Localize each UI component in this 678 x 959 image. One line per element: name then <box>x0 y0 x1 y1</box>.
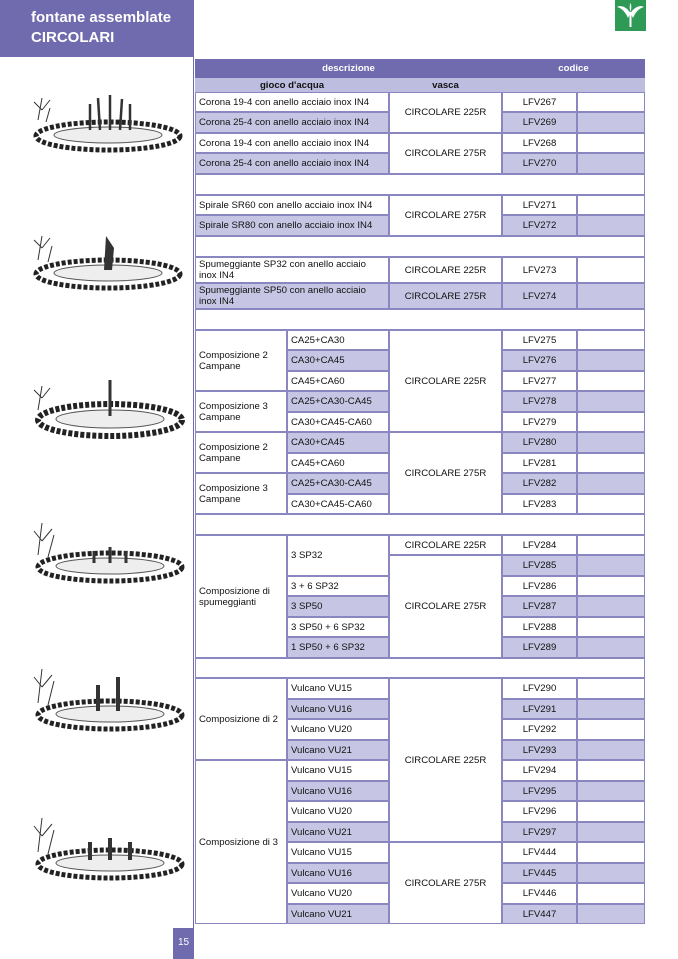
blank-cell <box>577 412 645 432</box>
spacer-row <box>195 309 645 330</box>
table-cell: Vulcano VU15 <box>287 678 389 699</box>
code-cell: LFV447 <box>502 904 577 924</box>
spacer-row <box>195 174 645 195</box>
code-cell: LFV269 <box>502 112 577 133</box>
header-vasca: vasca <box>389 78 502 92</box>
blank-cell <box>577 473 645 494</box>
table-cell: Vulcano VU16 <box>287 781 389 801</box>
code-cell: LFV293 <box>502 740 577 760</box>
table-cell: Vulcano VU20 <box>287 883 389 904</box>
page-number: 15 <box>173 928 194 959</box>
vasca-cell: CIRCOLARE 275R <box>389 842 502 924</box>
blank-cell <box>577 842 645 863</box>
vasca-cell: CIRCOLARE 275R <box>389 432 502 514</box>
table-cell: CA45+CA60 <box>287 453 389 473</box>
header-subtitle: CIRCOLARI <box>31 29 115 46</box>
blank-cell <box>577 904 645 924</box>
blank-cell <box>577 740 645 760</box>
blank-cell <box>577 617 645 637</box>
table-cell: Corona 25-4 con anello acciaio inox IN4 <box>195 153 389 174</box>
table-cell: CA45+CA60 <box>287 371 389 391</box>
blank-cell <box>577 195 645 215</box>
code-cell: LFV275 <box>502 330 577 350</box>
table-cell: CA25+CA30 <box>287 330 389 350</box>
code-cell: LFV270 <box>502 153 577 174</box>
table-cell: CA30+CA45-CA60 <box>287 494 389 514</box>
code-cell: LFV292 <box>502 719 577 740</box>
spacer-row <box>195 658 645 678</box>
code-cell: LFV271 <box>502 195 577 215</box>
code-cell: LFV272 <box>502 215 577 236</box>
table-cell: Vulcano VU20 <box>287 719 389 740</box>
table-cell: Corona 19-4 con anello acciaio inox IN4 <box>195 92 389 112</box>
vasca-cell: CIRCOLARE 225R <box>389 535 502 555</box>
blank-cell <box>577 133 645 153</box>
section-header <box>0 0 193 57</box>
vasca-cell: CIRCOLARE 275R <box>389 555 502 658</box>
blank-cell <box>577 535 645 555</box>
blank-cell <box>577 92 645 112</box>
code-cell: LFV288 <box>502 617 577 637</box>
code-cell: LFV280 <box>502 432 577 453</box>
product-table <box>195 59 645 924</box>
blank-cell <box>577 257 645 283</box>
vasca-cell: CIRCOLARE 275R <box>389 195 502 236</box>
blank-cell <box>577 555 645 576</box>
blank-cell <box>577 283 645 309</box>
blank-cell <box>577 596 645 617</box>
header-descrizione: descrizione <box>195 59 502 78</box>
code-cell: LFV279 <box>502 412 577 432</box>
divider <box>193 0 194 959</box>
table-cell: Vulcano VU16 <box>287 699 389 719</box>
table-cell: Spumeggiante SP32 con anello acciaio inox IN4 <box>195 257 389 283</box>
code-cell: LFV291 <box>502 699 577 719</box>
blank-cell <box>577 781 645 801</box>
code-cell: LFV290 <box>502 678 577 699</box>
code-cell: LFV297 <box>502 822 577 842</box>
blank-cell <box>577 350 645 371</box>
code-cell: LFV294 <box>502 760 577 781</box>
blank-cell <box>577 760 645 781</box>
vasca-cell: CIRCOLARE 225R <box>389 257 502 283</box>
vasca-cell: CIRCOLARE 225R <box>389 92 502 133</box>
code-cell: LFV296 <box>502 801 577 822</box>
vasca-cell: CIRCOLARE 275R <box>389 133 502 174</box>
table-cell: Spirale SR80 con anello acciaio inox IN4 <box>195 215 389 236</box>
code-cell: LFV281 <box>502 453 577 473</box>
blank-cell <box>577 699 645 719</box>
group-label: Composizione 2 Campane <box>195 330 287 391</box>
table-cell: Vulcano VU20 <box>287 801 389 822</box>
table-cell: CA25+CA30-CA45 <box>287 391 389 412</box>
code-cell: LFV285 <box>502 555 577 576</box>
vasca-cell: CIRCOLARE 225R <box>389 330 502 432</box>
code-cell: LFV286 <box>502 576 577 596</box>
group-label: Composizione di 3 <box>195 760 287 924</box>
table-cell: CA30+CA45-CA60 <box>287 412 389 432</box>
header-codice-blank <box>502 78 645 92</box>
table-cell: 3 SP50 + 6 SP32 <box>287 617 389 637</box>
blank-cell <box>577 678 645 699</box>
table-cell: 3 + 6 SP32 <box>287 576 389 596</box>
fountain-illustration-5 <box>28 663 186 733</box>
table-cell: Vulcano VU15 <box>287 760 389 781</box>
table-cell: Vulcano VU21 <box>287 822 389 842</box>
code-cell: LFV273 <box>502 257 577 283</box>
group-label: Composizione di spumeggianti <box>195 535 287 658</box>
group-label: Composizione 2 Campane <box>195 432 287 473</box>
blank-cell <box>577 883 645 904</box>
vasca-cell: CIRCOLARE 225R <box>389 678 502 842</box>
blank-cell <box>577 432 645 453</box>
blank-cell <box>577 719 645 740</box>
code-cell: LFV267 <box>502 92 577 112</box>
fountain-illustration-1 <box>28 90 186 160</box>
code-cell: LFV282 <box>502 473 577 494</box>
blank-cell <box>577 215 645 236</box>
group-label: Composizione 3 Campane <box>195 473 287 514</box>
blank-cell <box>577 637 645 658</box>
group-label: Composizione 3 Campane <box>195 391 287 432</box>
blank-cell <box>577 576 645 596</box>
header-title: fontane assemblate <box>31 9 172 26</box>
code-cell: LFV274 <box>502 283 577 309</box>
blank-cell <box>577 822 645 842</box>
group-label: Composizione di 2 <box>195 678 287 760</box>
vasca-cell: CIRCOLARE 275R <box>389 283 502 309</box>
header-codice: codice <box>502 59 645 78</box>
table-cell: CA30+CA45 <box>287 350 389 371</box>
fountain-illustration-2 <box>28 226 186 296</box>
blank-cell <box>577 371 645 391</box>
leaf-logo-icon <box>615 0 646 31</box>
header-gioco: gioco d'acqua <box>195 78 389 92</box>
table-cell: CA25+CA30-CA45 <box>287 473 389 494</box>
code-cell: LFV276 <box>502 350 577 371</box>
blank-cell <box>577 391 645 412</box>
table-cell: Vulcano VU21 <box>287 740 389 760</box>
code-cell: LFV445 <box>502 863 577 883</box>
table-cell: 3 SP50 <box>287 596 389 617</box>
code-cell: LFV283 <box>502 494 577 514</box>
table-cell: Vulcano VU15 <box>287 842 389 863</box>
code-cell: LFV278 <box>502 391 577 412</box>
blank-cell <box>577 494 645 514</box>
blank-cell <box>577 153 645 174</box>
table-cell: Spumeggiante SP50 con anello acciaio inox IN4 <box>195 283 389 309</box>
blank-cell <box>577 112 645 133</box>
table-cell: Corona 19-4 con anello acciaio inox IN4 <box>195 133 389 153</box>
blank-cell <box>577 453 645 473</box>
code-cell: LFV446 <box>502 883 577 904</box>
code-cell: LFV444 <box>502 842 577 863</box>
code-cell: LFV268 <box>502 133 577 153</box>
code-cell: LFV289 <box>502 637 577 658</box>
fountain-illustration-4 <box>28 515 186 585</box>
table-cell: Corona 25-4 con anello acciaio inox IN4 <box>195 112 389 133</box>
code-cell: LFV284 <box>502 535 577 555</box>
table-cell: 1 SP50 + 6 SP32 <box>287 637 389 658</box>
spacer-row <box>195 236 645 257</box>
spacer-row <box>195 514 645 535</box>
table-cell: 3 SP32 <box>287 535 389 576</box>
blank-cell <box>577 801 645 822</box>
table-cell: CA30+CA45 <box>287 432 389 453</box>
code-cell: LFV287 <box>502 596 577 617</box>
blank-cell <box>577 330 645 350</box>
table-cell: Spirale SR60 con anello acciaio inox IN4 <box>195 195 389 215</box>
code-cell: LFV295 <box>502 781 577 801</box>
blank-cell <box>577 863 645 883</box>
fountain-illustration-6 <box>28 812 186 882</box>
fountain-illustration-3 <box>28 372 186 442</box>
table-cell: Vulcano VU16 <box>287 863 389 883</box>
code-cell: LFV277 <box>502 371 577 391</box>
table-cell: Vulcano VU21 <box>287 904 389 924</box>
